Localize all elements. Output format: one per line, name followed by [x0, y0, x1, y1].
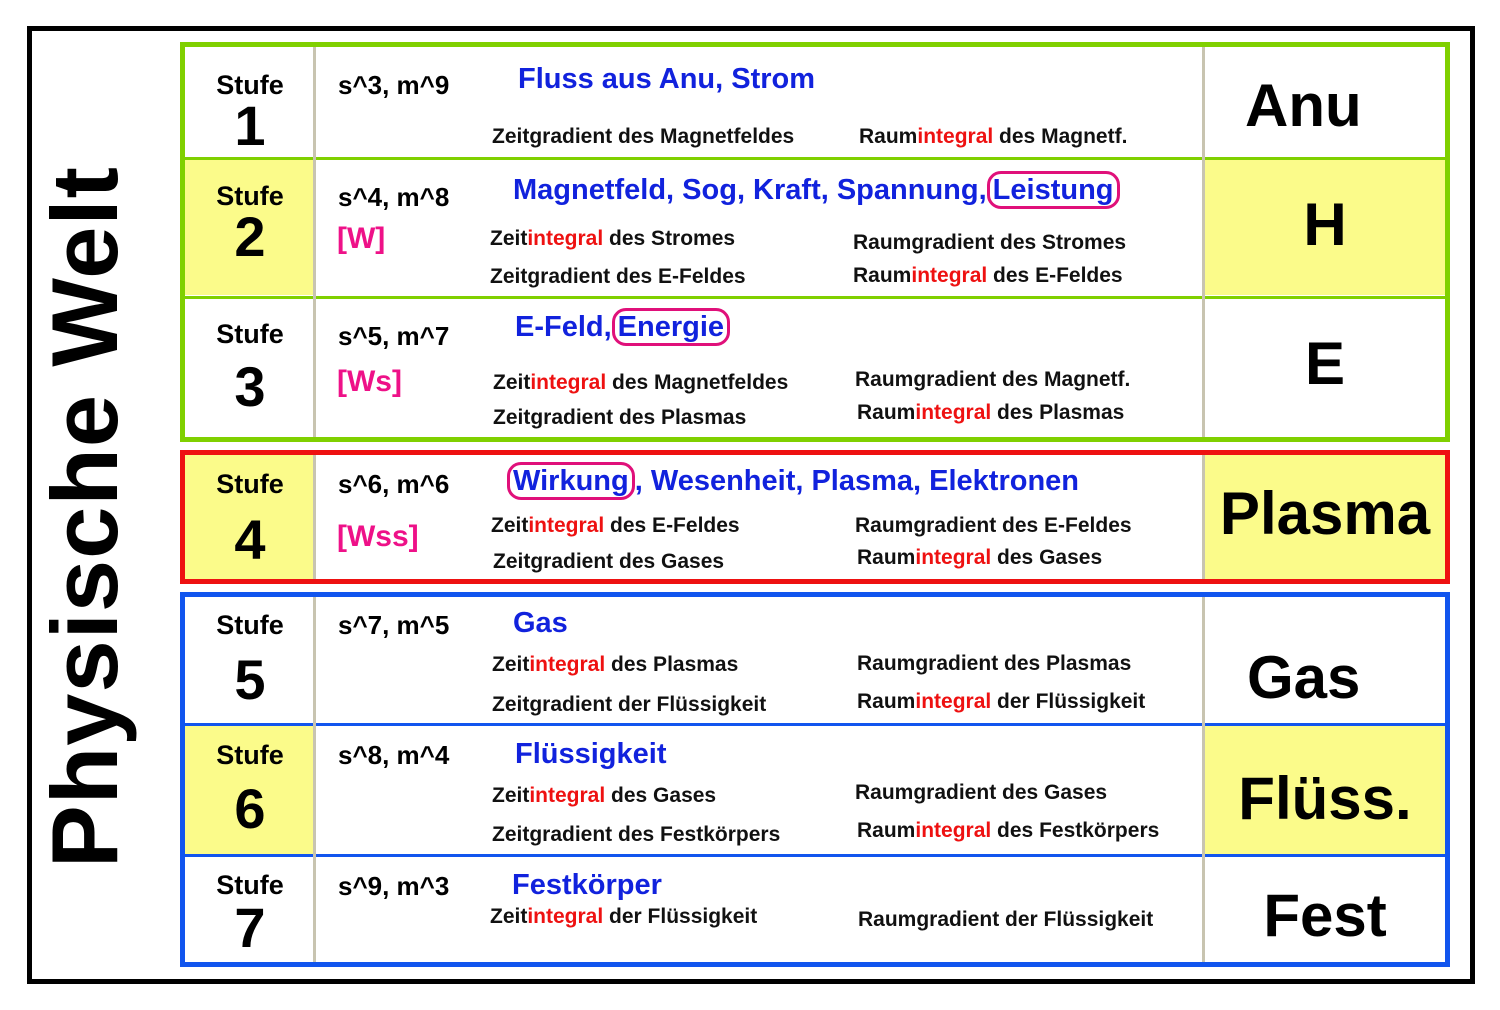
space-term: Raumintegral des E-Feldes	[853, 264, 1123, 287]
space-term: Raumgradient des Stromes	[853, 231, 1127, 254]
circled-term: Wirkung	[507, 462, 635, 500]
time-term: Zeitgradient des Festkörpers	[492, 823, 781, 846]
time-term: Zeitintegral des Plasmas	[492, 653, 739, 676]
time-term: Zeitintegral des Magnetfeldes	[493, 371, 789, 394]
stufe-row-4	[185, 455, 1445, 579]
row-heading: Wirkung , Wesenheit, Plasma, Elektronen	[507, 465, 1079, 498]
space-term: Raumintegral des Magnetf.	[859, 125, 1128, 148]
space-term: Raumgradient des Plasmas	[857, 652, 1132, 675]
stufe-label: Stufe	[216, 469, 284, 499]
row-heading: E-Feld, Energie	[515, 311, 730, 344]
column-divider	[313, 47, 316, 437]
space-term: Raumintegral des Gases	[857, 546, 1103, 569]
row-heading: Gas	[513, 607, 568, 639]
circled-term: Energie	[612, 308, 730, 346]
stufe-label: Stufe	[216, 740, 284, 770]
space-term: Raumintegral des Festkörpers	[857, 819, 1160, 842]
group-middle	[180, 450, 1450, 584]
diagram-title: Physische Welt	[32, 166, 137, 868]
unit-label: [Ws]	[337, 365, 402, 398]
exponent-label: s^7, m^5	[338, 610, 450, 640]
stufe-label: Stufe	[216, 319, 284, 349]
time-term: Zeitgradient des Magnetfeldes	[492, 125, 795, 148]
stufe-label: Stufe	[216, 70, 284, 100]
stufe-label: Stufe	[216, 610, 284, 640]
column-divider	[1202, 455, 1205, 579]
state-name: Anu	[1245, 72, 1362, 139]
row-heading: Magnetfeld, Sog, Kraft, Spannung, Leistung	[513, 174, 1120, 207]
column-divider	[1202, 597, 1205, 962]
stufe-label: Stufe	[216, 181, 284, 211]
time-term: Zeitgradient der Flüssigkeit	[492, 693, 767, 716]
space-term: Raumgradient der Flüssigkeit	[858, 908, 1154, 931]
stufe-number: 2	[234, 205, 266, 268]
stufe-number: 5	[234, 648, 266, 711]
space-term: Raumgradient des Magnetf.	[855, 368, 1131, 391]
exponent-label: s^9, m^3	[338, 871, 450, 901]
exponent-label: s^3, m^9	[338, 70, 450, 100]
stufe-label: Stufe	[216, 870, 284, 900]
time-term: Zeitgradient des E-Feldes	[490, 265, 746, 288]
circled-term: Leistung	[987, 171, 1120, 209]
column-divider	[313, 597, 316, 962]
stufe-number: 6	[234, 777, 266, 840]
state-name: Fest	[1263, 882, 1387, 949]
space-term: Raumgradient des Gases	[855, 781, 1108, 804]
stufe-row-1	[185, 47, 1445, 158]
row-heading: Festkörper	[512, 869, 662, 901]
stufe-row-7	[185, 857, 1445, 962]
stufe-row-3	[185, 299, 1445, 437]
exponent-label: s^8, m^4	[338, 740, 450, 770]
time-term: Zeitintegral des Gases	[492, 784, 717, 807]
exponent-label: s^5, m^7	[338, 321, 450, 351]
space-term: Raumintegral der Flüssigkeit	[857, 690, 1146, 713]
group-upper	[180, 42, 1450, 442]
stufe-number: 4	[234, 508, 266, 571]
stufe-row-2	[185, 160, 1445, 295]
space-term: Raumgradient des E-Feldes	[855, 514, 1132, 537]
state-name: Plasma	[1219, 480, 1431, 547]
column-divider	[1202, 47, 1205, 437]
time-term: Zeitintegral der Flüssigkeit	[490, 905, 758, 928]
group-lower	[180, 592, 1450, 967]
state-name: E	[1304, 330, 1346, 397]
stufe-number: 1	[234, 94, 266, 157]
state-name: Gas	[1247, 644, 1361, 711]
time-term: Zeitgradient des Plasmas	[493, 406, 747, 429]
unit-label: [W]	[337, 222, 386, 255]
unit-label: [Wss]	[337, 520, 419, 553]
exponent-label: s^4, m^8	[338, 182, 450, 212]
state-name: Flüss.	[1238, 765, 1412, 832]
column-divider	[313, 455, 316, 579]
exponent-label: s^6, m^6	[338, 469, 450, 499]
space-term: Raumintegral des Plasmas	[857, 401, 1125, 424]
time-term: Zeitgradient des Gases	[493, 550, 725, 573]
stufe-number: 7	[234, 896, 266, 959]
row-heading: Fluss aus Anu, Strom	[518, 63, 816, 95]
stufe-row-6	[185, 726, 1445, 854]
stufe-number: 3	[234, 355, 266, 418]
row-heading: Flüssigkeit	[515, 738, 667, 770]
time-term: Zeitintegral des Stromes	[490, 227, 736, 250]
stufe-row-5	[185, 597, 1445, 723]
state-name: H	[1303, 191, 1347, 258]
time-term: Zeitintegral des E-Feldes	[491, 514, 740, 537]
